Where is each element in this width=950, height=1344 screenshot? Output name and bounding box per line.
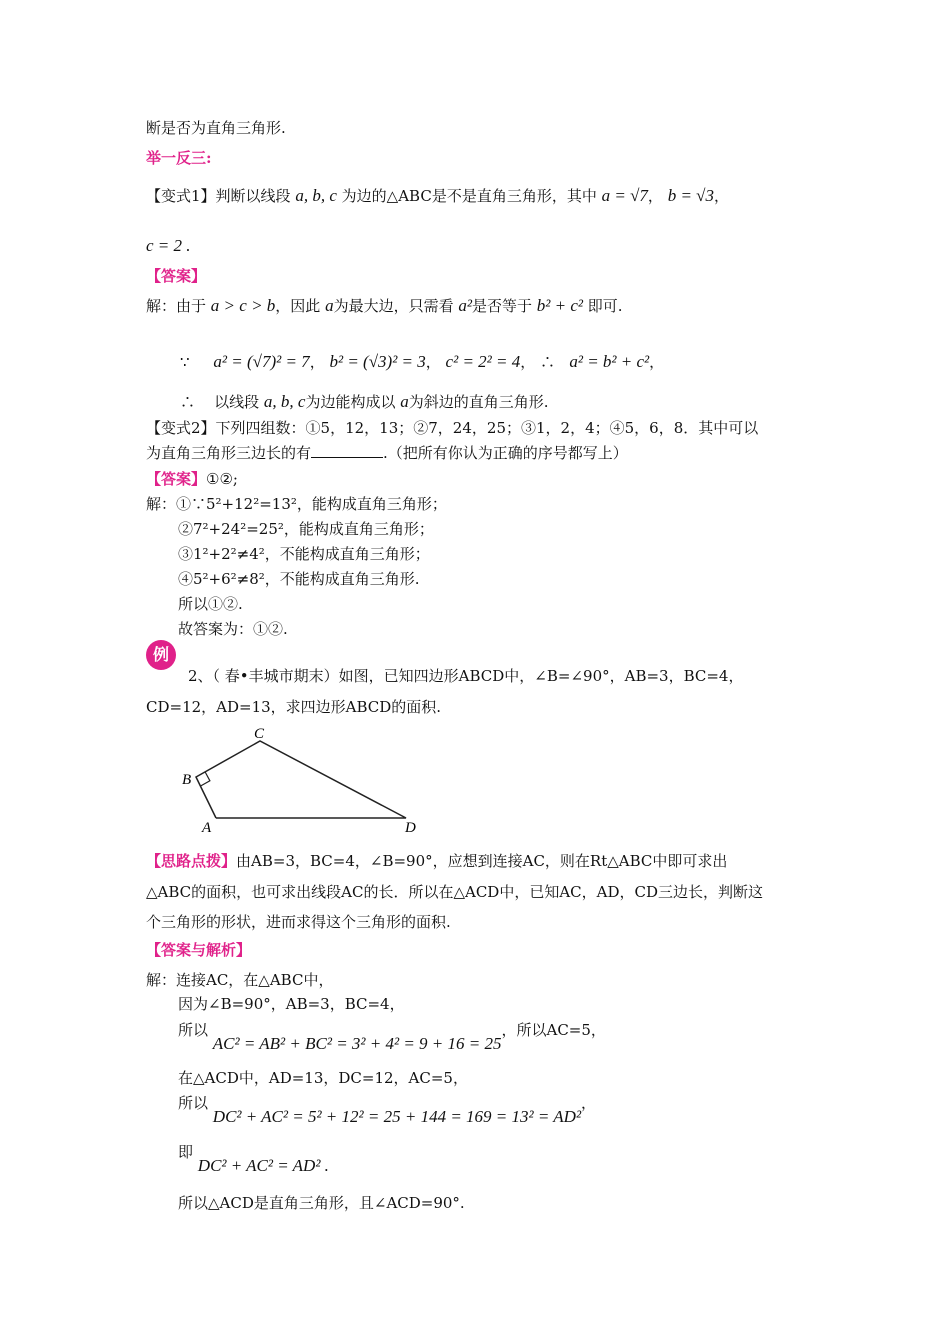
vertex-label-b: B [182, 772, 192, 788]
solution-line: 所以 DC² + AC² = 5² + 12² = 25 + 144 = 169 = 13² = AD²， [178, 1094, 597, 1126]
vertex-label-a: A [202, 820, 212, 836]
solution-line: 即 DC² + AC² = AD² . [178, 1143, 329, 1175]
math: DC² + AC² = 5² + 12² = 25 + 144 = 169 = 13² = AD² [212, 1107, 582, 1126]
math: b = √3 [667, 186, 715, 205]
math: DC² + AC² = AD² . [197, 1156, 329, 1175]
answer-blank [311, 443, 383, 458]
variant2-line: 【变式2】下列四组数：①5，12，13；②7，24，25；③1，2，4；④5，6，8．其中可以 [146, 419, 759, 437]
variant2-line: 为直角三角形三边长的有 .（把所有你认为正确的序号都写上） [146, 444, 628, 462]
variant1-line: 【变式1】判断以线段 a, b, c 为边的△ABC是不是直角三角形，其中 a = √7， b = √3， [146, 186, 730, 205]
vertex-label-d: D [405, 820, 416, 836]
answer-analysis-label: 【答案与解析】 [146, 941, 252, 959]
practice-title: 举一反三: [146, 149, 212, 167]
math: a [325, 296, 334, 315]
math: b² = (√3)² = 3 [329, 352, 426, 371]
example-badge-icon: 例 [146, 640, 176, 670]
text-line: 断是否为直角三角形. [146, 119, 286, 137]
math: c = 2 . [146, 236, 191, 255]
math: a² [458, 296, 472, 315]
example-line: CD=12，AD=13，求四边形ABCD的面积. [146, 698, 442, 716]
solution-line: ④5²+6²≠8²，不能构成直角三角形. [178, 570, 420, 588]
solution-line: 因为∠B=90°，AB=3，BC=4， [178, 995, 405, 1013]
therefore-symbol: ∴ [540, 353, 556, 371]
solution-line: 故答案为：①②. [178, 620, 288, 638]
hint-line: 【思路点拨】由AB=3，BC=4，∠B=90°，应想到连接AC，则在Rt△ABC中即可求出 [146, 852, 728, 870]
math: a² = (√7)² = 7 [213, 352, 310, 371]
variant-label: 【变式2】 [146, 419, 216, 437]
solution-line: 解：①∵5²+12²=13²，能构成直角三角形； [146, 495, 447, 513]
variant-label: 【变式1】 [146, 187, 216, 205]
therefore-symbol: ∴ [180, 393, 196, 411]
conclusion-line: ∴ 以线段 a, b, c为边能构成以 a为斜边的直角三角形. [180, 392, 549, 411]
solution-line: 在△ACD中，AD=13，DC=12，AC=5， [178, 1069, 468, 1087]
vertex-label-c: C [254, 726, 265, 742]
solution-line: 所以△ACD是直角三角形，且∠ACD=90°. [178, 1194, 465, 1212]
math: a, b, c [263, 392, 306, 411]
math: a > c > b [210, 296, 276, 315]
math: a² = b² + c² [569, 352, 650, 371]
quadrilateral-figure [170, 722, 430, 837]
hint-line: 个三角形的形状，进而求得这个三角形的面积. [146, 913, 451, 931]
hint-label: 【思路点拨】 [146, 852, 237, 870]
math: a = √7 [601, 186, 648, 205]
example-line: 2、（ 春•丰城市期末）如图，已知四边形ABCD中，∠B=∠90°，AB=3，BC=4， [188, 667, 744, 685]
solution-line: 所以①②. [178, 595, 243, 613]
math: a [400, 392, 409, 411]
math: AC² = AB² + BC² = 3² + 4² = 9 + 16 = 25 [212, 1034, 502, 1053]
because-symbol: ∵ [180, 353, 190, 371]
solution-line: 解：由于 a > c > b，因此 a为最大边，只需看 a²是否等于 b² + c² 即可. [146, 296, 623, 315]
math-line: ∵ a² = (√7)² = 7， b² = (√3)² = 3， c² = 2² = 4， ∴ a² = b² + c²， [180, 352, 665, 371]
answer-label: 【答案】 [146, 470, 207, 488]
solution-line: 解：连接AC，在△ABC中， [146, 971, 334, 989]
solution-line: ②7²+24²=25²，能构成直角三角形； [178, 520, 434, 538]
answer-label: 【答案】 [146, 267, 207, 285]
solution-line: 所以 AC² = AB² + BC² = 3² + 4² = 9 + 16 = 25，所以AC=5， [178, 1021, 606, 1053]
math: b² + c² [536, 296, 584, 315]
solution-line: ③1²+2²≠4²，不能构成直角三角形； [178, 545, 430, 563]
math: c² = 2² = 4 [445, 352, 521, 371]
hint-line: △ABC的面积，也可求出线段AC的长．所以在△ACD中，已知AC，AD，CD三边长，判断这 [146, 883, 764, 901]
quadrilateral-outline [196, 741, 406, 818]
answer-line: 【答案】①②; [146, 470, 238, 488]
math: a, b, c [295, 186, 337, 205]
